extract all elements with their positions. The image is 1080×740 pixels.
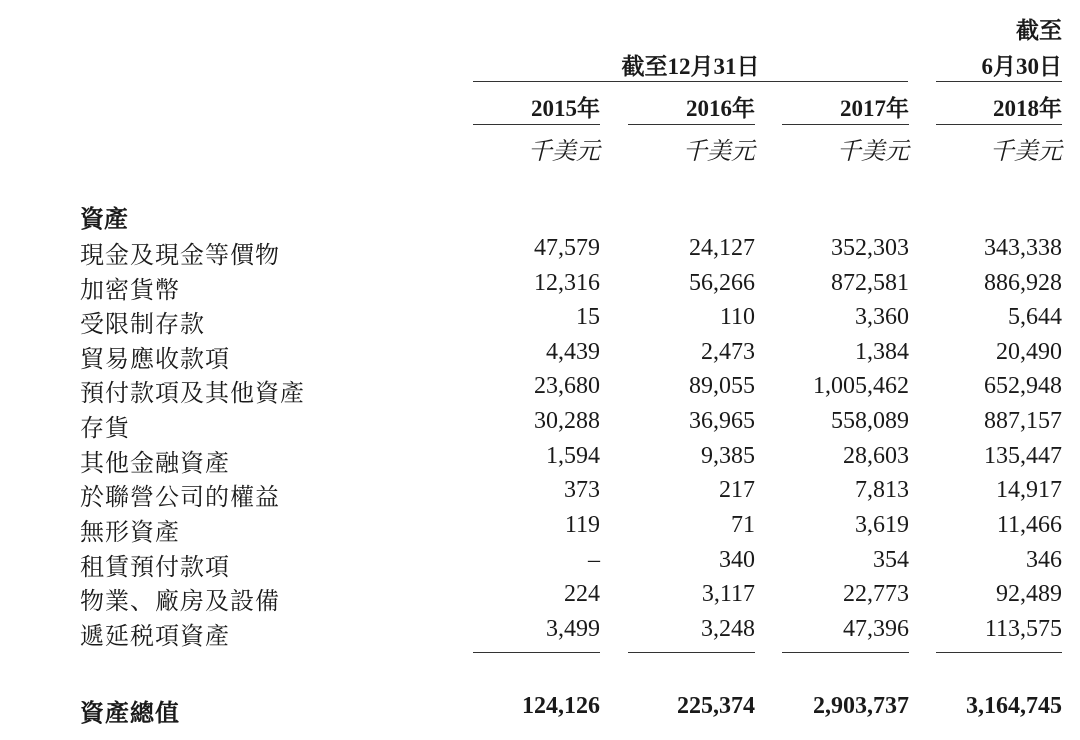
cell-2016: 56,266 [689, 270, 755, 296]
year-rule-2017 [782, 124, 909, 125]
row-label: 租賃預付款項 [80, 555, 230, 581]
table-row [0, 512, 1080, 546]
total-label: 資產總值 [80, 701, 180, 727]
period-single-label-line1: 截至 [1016, 18, 1062, 43]
unit-2017: 千美元 [837, 139, 909, 165]
cell-2016: 9,385 [701, 443, 755, 469]
cell-2016: 89,055 [689, 373, 755, 399]
cell-2015: 23,680 [534, 373, 600, 399]
cell-2018: 887,157 [984, 408, 1062, 434]
cell-2015: 30,288 [534, 408, 600, 434]
table-row [0, 373, 1080, 407]
section-title: 資產 [80, 207, 128, 233]
cell-2015: 4,439 [546, 339, 600, 365]
cell-2016: 217 [719, 477, 755, 503]
table-row [0, 270, 1080, 304]
year-rule-2018 [936, 124, 1062, 125]
cell-2018: 20,490 [996, 339, 1062, 365]
table-row [0, 235, 1080, 269]
row-label: 貿易應收款項 [80, 347, 230, 373]
cell-2016: 36,965 [689, 408, 755, 434]
cell-2018: 886,928 [984, 270, 1062, 296]
table-row [0, 443, 1080, 477]
cell-2015: – [588, 547, 600, 573]
year-header-2017: 2017年 [840, 96, 909, 121]
cell-2017: 3,360 [855, 304, 909, 330]
cell-2016: 71 [731, 512, 755, 538]
cell-2017: 352,303 [831, 235, 909, 261]
cell-2015: 224 [564, 581, 600, 607]
row-label: 存貨 [80, 416, 130, 442]
cell-2018: 135,447 [984, 443, 1062, 469]
cell-2016: 3,117 [701, 581, 755, 607]
cell-2016: 110 [719, 304, 755, 330]
total-2015: 124,126 [522, 693, 600, 719]
cell-2018: 652,948 [984, 373, 1062, 399]
cell-2018: 343,338 [984, 235, 1062, 261]
subtotal-rule-2015 [473, 652, 600, 653]
cell-2018: 5,644 [1008, 304, 1062, 330]
cell-2015: 373 [564, 477, 600, 503]
row-label: 加密貨幣 [80, 278, 180, 304]
cell-2018: 346 [1026, 547, 1062, 573]
cell-2017: 3,619 [855, 512, 909, 538]
cell-2016: 24,127 [689, 235, 755, 261]
subtotal-rule-2018 [936, 652, 1062, 653]
period-group-rule [473, 81, 908, 82]
period-single-rule [936, 81, 1062, 82]
subtotal-rule-2017 [782, 652, 909, 653]
unit-2016: 千美元 [683, 139, 755, 165]
cell-2017: 22,773 [843, 581, 909, 607]
subtotal-rule-2016 [628, 652, 755, 653]
cell-2018: 92,489 [996, 581, 1062, 607]
cell-2015: 47,579 [534, 235, 600, 261]
cell-2018: 113,575 [984, 616, 1062, 642]
table-row [0, 408, 1080, 442]
row-label: 其他金融資產 [80, 451, 230, 477]
row-label: 受限制存款 [80, 312, 205, 338]
row-label: 遞延税項資產 [80, 624, 230, 650]
table-row [0, 547, 1080, 581]
row-label: 物業、廠房及設備 [80, 589, 280, 615]
year-header-2018: 2018年 [993, 96, 1062, 121]
cell-2017: 354 [873, 547, 909, 573]
year-header-2015: 2015年 [531, 96, 600, 121]
row-label: 於聯營公司的權益 [80, 485, 280, 511]
cell-2015: 1,594 [546, 443, 600, 469]
cell-2016: 3,248 [701, 616, 755, 642]
total-2016: 225,374 [677, 693, 755, 719]
row-label: 無形資產 [80, 520, 180, 546]
cell-2015: 15 [576, 304, 600, 330]
cell-2017: 7,813 [855, 477, 909, 503]
cell-2018: 11,466 [996, 512, 1062, 538]
cell-2015: 3,499 [546, 616, 600, 642]
year-header-2016: 2016年 [686, 96, 755, 121]
cell-2015: 119 [564, 512, 600, 538]
cell-2016: 2,473 [701, 339, 755, 365]
period-group-label: 截至12月31日 [621, 54, 760, 79]
row-label: 現金及現金等價物 [80, 243, 280, 269]
table-row [0, 581, 1080, 615]
total-2018: 3,164,745 [966, 693, 1062, 719]
cell-2017: 872,581 [831, 270, 909, 296]
period-single-label-line2: 6月30日 [981, 54, 1062, 79]
table-row [0, 339, 1080, 373]
unit-2015: 千美元 [528, 139, 600, 165]
year-rule-2016 [628, 124, 755, 125]
total-row [0, 693, 1080, 727]
cell-2017: 558,089 [831, 408, 909, 434]
cell-2018: 14,917 [996, 477, 1062, 503]
row-label: 預付款項及其他資產 [80, 381, 305, 407]
cell-2015: 12,316 [534, 270, 600, 296]
total-2017: 2,903,737 [813, 693, 909, 719]
table-row [0, 304, 1080, 338]
cell-2016: 340 [719, 547, 755, 573]
cell-2017: 28,603 [843, 443, 909, 469]
year-rule-2015 [473, 124, 600, 125]
cell-2017: 47,396 [843, 616, 909, 642]
cell-2017: 1,384 [855, 339, 909, 365]
table-row [0, 477, 1080, 511]
table-row [0, 616, 1080, 650]
cell-2017: 1,005,462 [813, 373, 909, 399]
unit-2018: 千美元 [990, 139, 1062, 165]
